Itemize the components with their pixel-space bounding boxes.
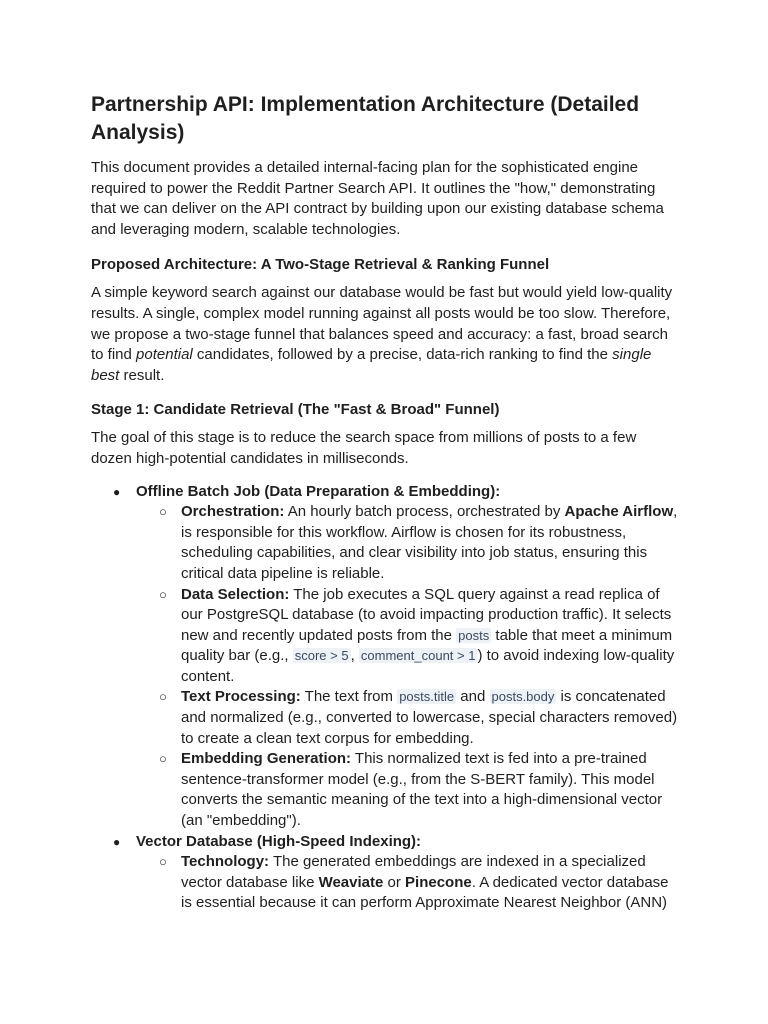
intro-paragraph: This document provides a detailed internal-facing plan for the sophisticated engine required to power the Reddit Partner Search API. It outlines the "how," demonstrating that we can deliver on the API contract by building upon our existing database schema and leveraging modern, scalable technologies. <box>91 159 664 238</box>
code-posts: posts <box>458 627 490 643</box>
bullet-icon: ● <box>113 834 121 849</box>
list-item-vector-database <box>91 832 681 914</box>
sublist-item-text-processing: ○ Text Processing: The text from posts.title and posts.body is concatenated and normalized (e.g., converted to lowercase, special characters removed) to create a clean text corpus for embedding. <box>159 688 678 747</box>
emphasis-potential: potential <box>136 346 193 364</box>
vector-sublist <box>136 852 681 914</box>
document-title: Partnership API: Implementation Architecture (Detailed Analysis) <box>91 93 640 144</box>
offline-sublist <box>136 502 681 832</box>
section-heading-stage1: Stage 1: Candidate Retrieval (The "Fast & Broad" Funnel) <box>91 401 500 419</box>
vector-db-label: Vector Database (High-Speed Indexing): <box>136 832 422 850</box>
section-heading-architecture: Proposed Architecture: A Two-Stage Retrieval & Ranking Funnel <box>91 256 550 274</box>
stage1-paragraph: The goal of this stage is to reduce the search space from millions of posts to a few dozen high-potential candidates in milliseconds. <box>91 429 637 467</box>
offline-batch-label: Offline Batch Job (Data Preparation & Embedding): <box>136 482 501 500</box>
sublist-item-orchestration: ○ Orchestration: An hourly batch process, orchestrated by Apache Airflow, is responsible for this workflow. Airflow is chosen for its robustness, scheduling capabilities, and clear visibility into job status, ensuring this critical data pipeline is reliable. <box>159 503 678 582</box>
sublist-item-data-selection: ○ Data Selection: The job executes a SQL query against a read replica of our PostgreSQL database (to avoid impacting production traffic). It selects new and recently updated posts from the posts table that meet a minimum quality bar (e.g., score > 5 , comment_count > 1 ) to avoid indexing low-quality content. <box>159 585 675 685</box>
code-score: score > 5 <box>294 648 349 664</box>
circle-bullet-icon: ○ <box>159 689 167 705</box>
code-posts-body: posts.body <box>491 689 555 705</box>
circle-bullet-icon: ○ <box>159 586 167 602</box>
emphasis-single-best: single best <box>91 346 652 384</box>
sublist-item-embedding: ○ Embedding Generation: This normalized text is fed into a pre-trained sentence-transformer model (e.g., from the S-BERT family). This model converts the semantic meaning of the text into a high-dimensional vector (an "embedding"). <box>159 750 663 830</box>
stage1-list <box>91 482 681 914</box>
code-comment-count: comment_count > 1 <box>360 648 476 664</box>
circle-bullet-icon: ○ <box>159 504 167 520</box>
architecture-paragraph: A simple keyword search against our database would be fast but would yield low-quality results. A single, complex model running against all posts would be too slow. Therefore, we propose a two-stage funnel that balances speed and accuracy: a fast, broad search to find potential candidates, followed by a precise, data-rich ranking to find the single best result. <box>91 284 673 384</box>
circle-bullet-icon: ○ <box>159 751 167 767</box>
circle-bullet-icon: ○ <box>159 854 167 870</box>
sublist-item-technology: ○ Technology: The generated embeddings are indexed in a specialized vector database like Weaviate or Pinecone. A dedicated vector database is essential because it can perform Approximate Nearest Neighbor (ANN) <box>159 853 669 912</box>
code-posts-title: posts.title <box>399 689 455 705</box>
list-item-offline-batch <box>91 482 681 832</box>
document-content <box>91 91 681 914</box>
bullet-icon: ● <box>113 484 121 499</box>
